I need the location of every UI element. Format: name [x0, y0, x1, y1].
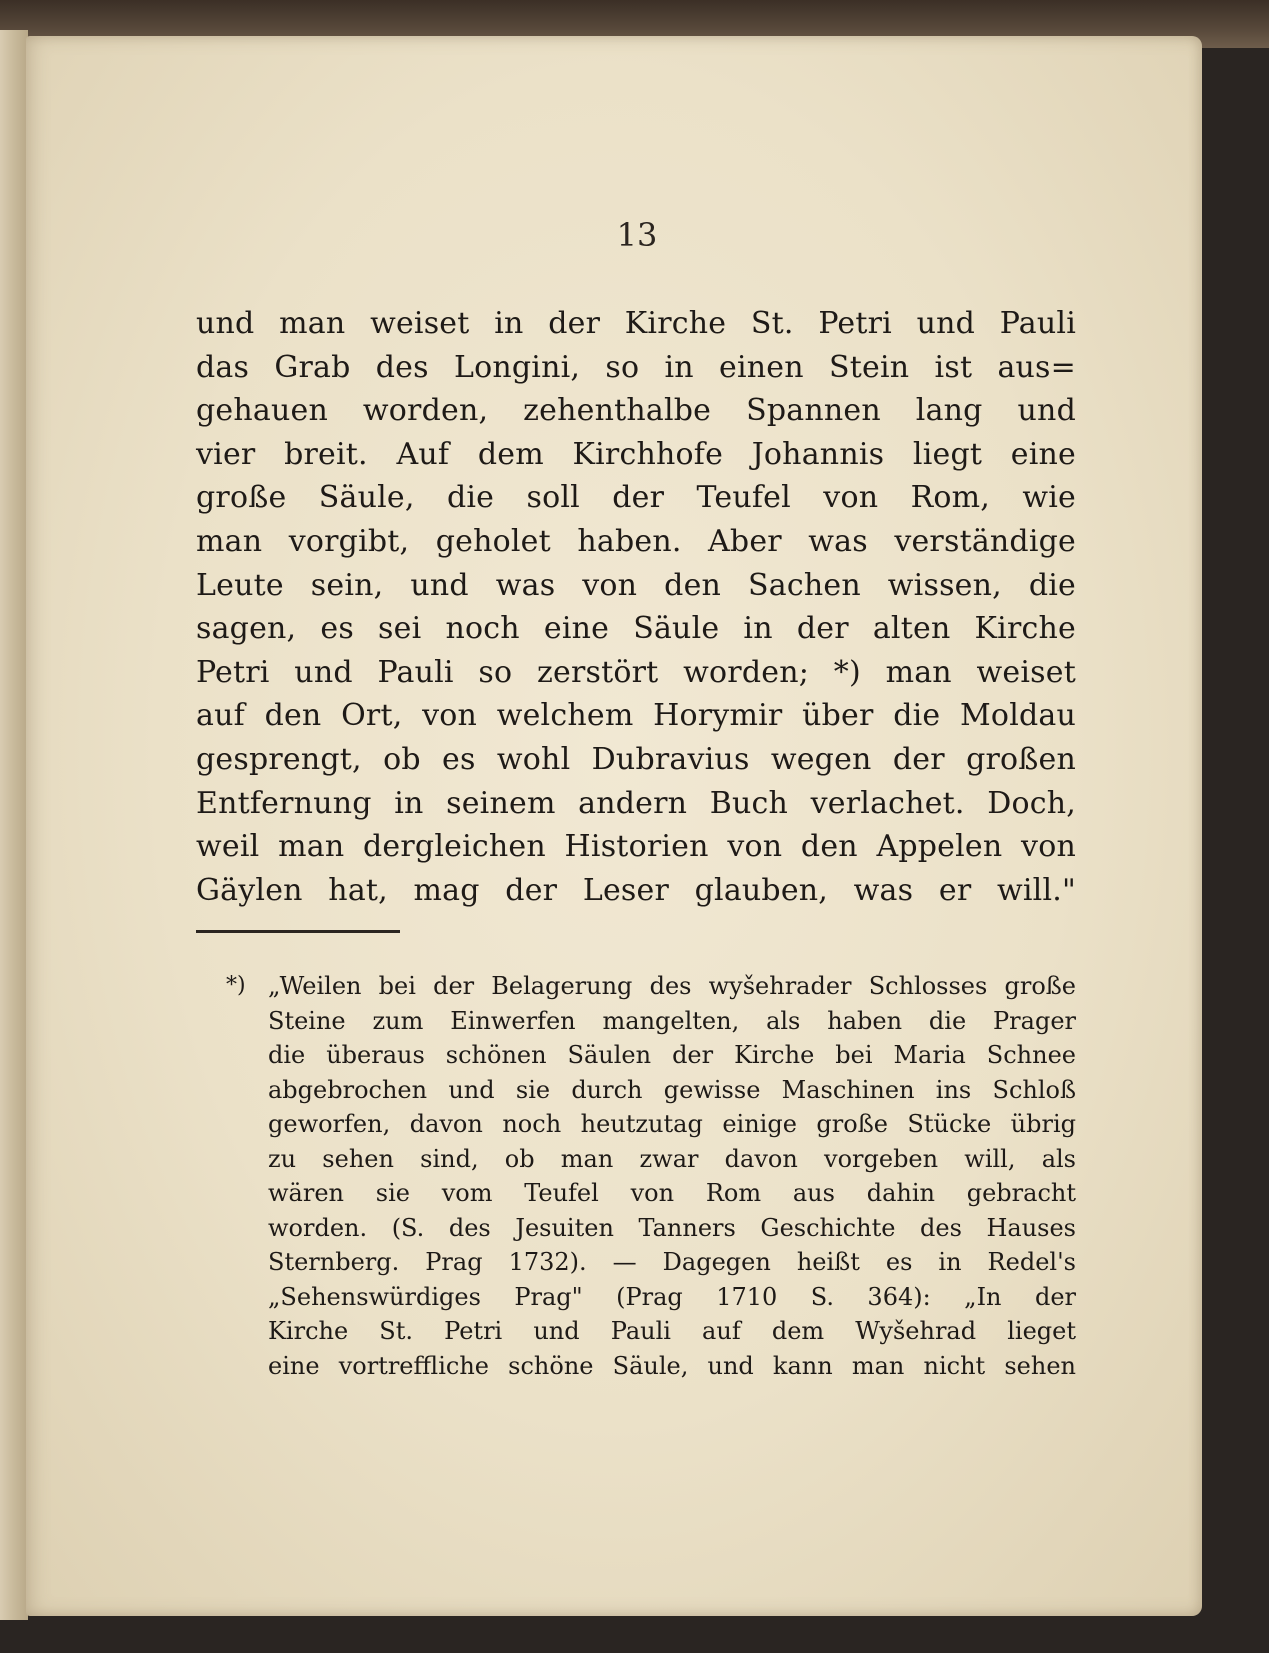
- footnote-line: Kirche St. Petri und Pauli auf dem Wyšehrad lieget: [268, 1317, 1076, 1345]
- footnote-line: die überaus schönen Säulen der Kirche bei Maria Schnee: [268, 1041, 1076, 1069]
- footnote-line: „Weilen bei der Belagerung des wyšehrader Schlosses große: [268, 972, 1076, 1000]
- text-line: auf den Ort, von welchem Horymir über die Moldau: [196, 698, 1076, 734]
- book-gutter: [0, 30, 28, 1620]
- text-line: vier breit. Auf dem Kirchhofe Johannis liegt eine: [196, 436, 1076, 472]
- text-line: Petri und Pauli so zerstört worden; *) man weiset: [196, 654, 1076, 690]
- footnote-line: Steine zum Einwerfen mangelten, als haben die Prager: [268, 1006, 1076, 1035]
- text-line: Entfernung in seinem andern Buch verlachet. Doch,: [196, 785, 1076, 821]
- text-line: man vorgibt, geholet haben. Aber was verständige: [196, 523, 1076, 559]
- page-number: 13: [616, 216, 658, 254]
- text-line: Leute sein, und was von den Sachen wissen, die: [196, 567, 1076, 603]
- footnote-line: worden. (S. des Jesuiten Tanners Geschichte des Hauses: [268, 1213, 1076, 1242]
- text-line: und man weiset in der Kirche St. Petri und Pauli: [196, 306, 1076, 341]
- footnote-line: abgebrochen und sie durch gewisse Maschinen ins Schloß: [268, 1075, 1076, 1104]
- footnote-line: zu sehen sind, ob man zwar davon vorgeben will, als: [268, 1144, 1076, 1173]
- text-line: gesprengt, ob es wohl Dubravius wegen der großen: [196, 741, 1076, 777]
- text-line: Gäylen hat, mag der Leser glauben, was er will.": [196, 872, 1076, 908]
- footnote-line: Sternberg. Prag 1732). — Dagegen heißt es in Redel's: [268, 1248, 1076, 1276]
- text-line: große Säule, die soll der Teufel von Rom, wie: [196, 480, 1076, 516]
- footnote-marker: *): [226, 973, 246, 998]
- book-page: [26, 36, 1202, 1616]
- text-line: das Grab des Longini, so in einen Stein ist aus=: [196, 349, 1076, 385]
- text-line: gehauen worden, zehenthalbe Spannen lang und: [196, 393, 1076, 429]
- text-line: sagen, es sei noch eine Säule in der alten Kirche: [196, 611, 1076, 647]
- footnote-line: geworfen, davon noch heutzutag einige große Stücke übrig: [268, 1110, 1076, 1138]
- footnote-line: wären sie vom Teufel von Rom aus dahin gebracht: [268, 1179, 1076, 1207]
- footnote-block: [226, 969, 1076, 1383]
- footnote-line: „Sehenswürdiges Prag" (Prag 1710 S. 364): „In der: [268, 1282, 1076, 1311]
- footnote-separator: [196, 930, 400, 933]
- text-line: weil man dergleichen Historien von den Appelen von: [196, 829, 1076, 865]
- main-text-block: [196, 302, 1076, 912]
- footnote-line: eine vortreffliche schöne Säule, und kann man nicht sehen: [268, 1351, 1076, 1380]
